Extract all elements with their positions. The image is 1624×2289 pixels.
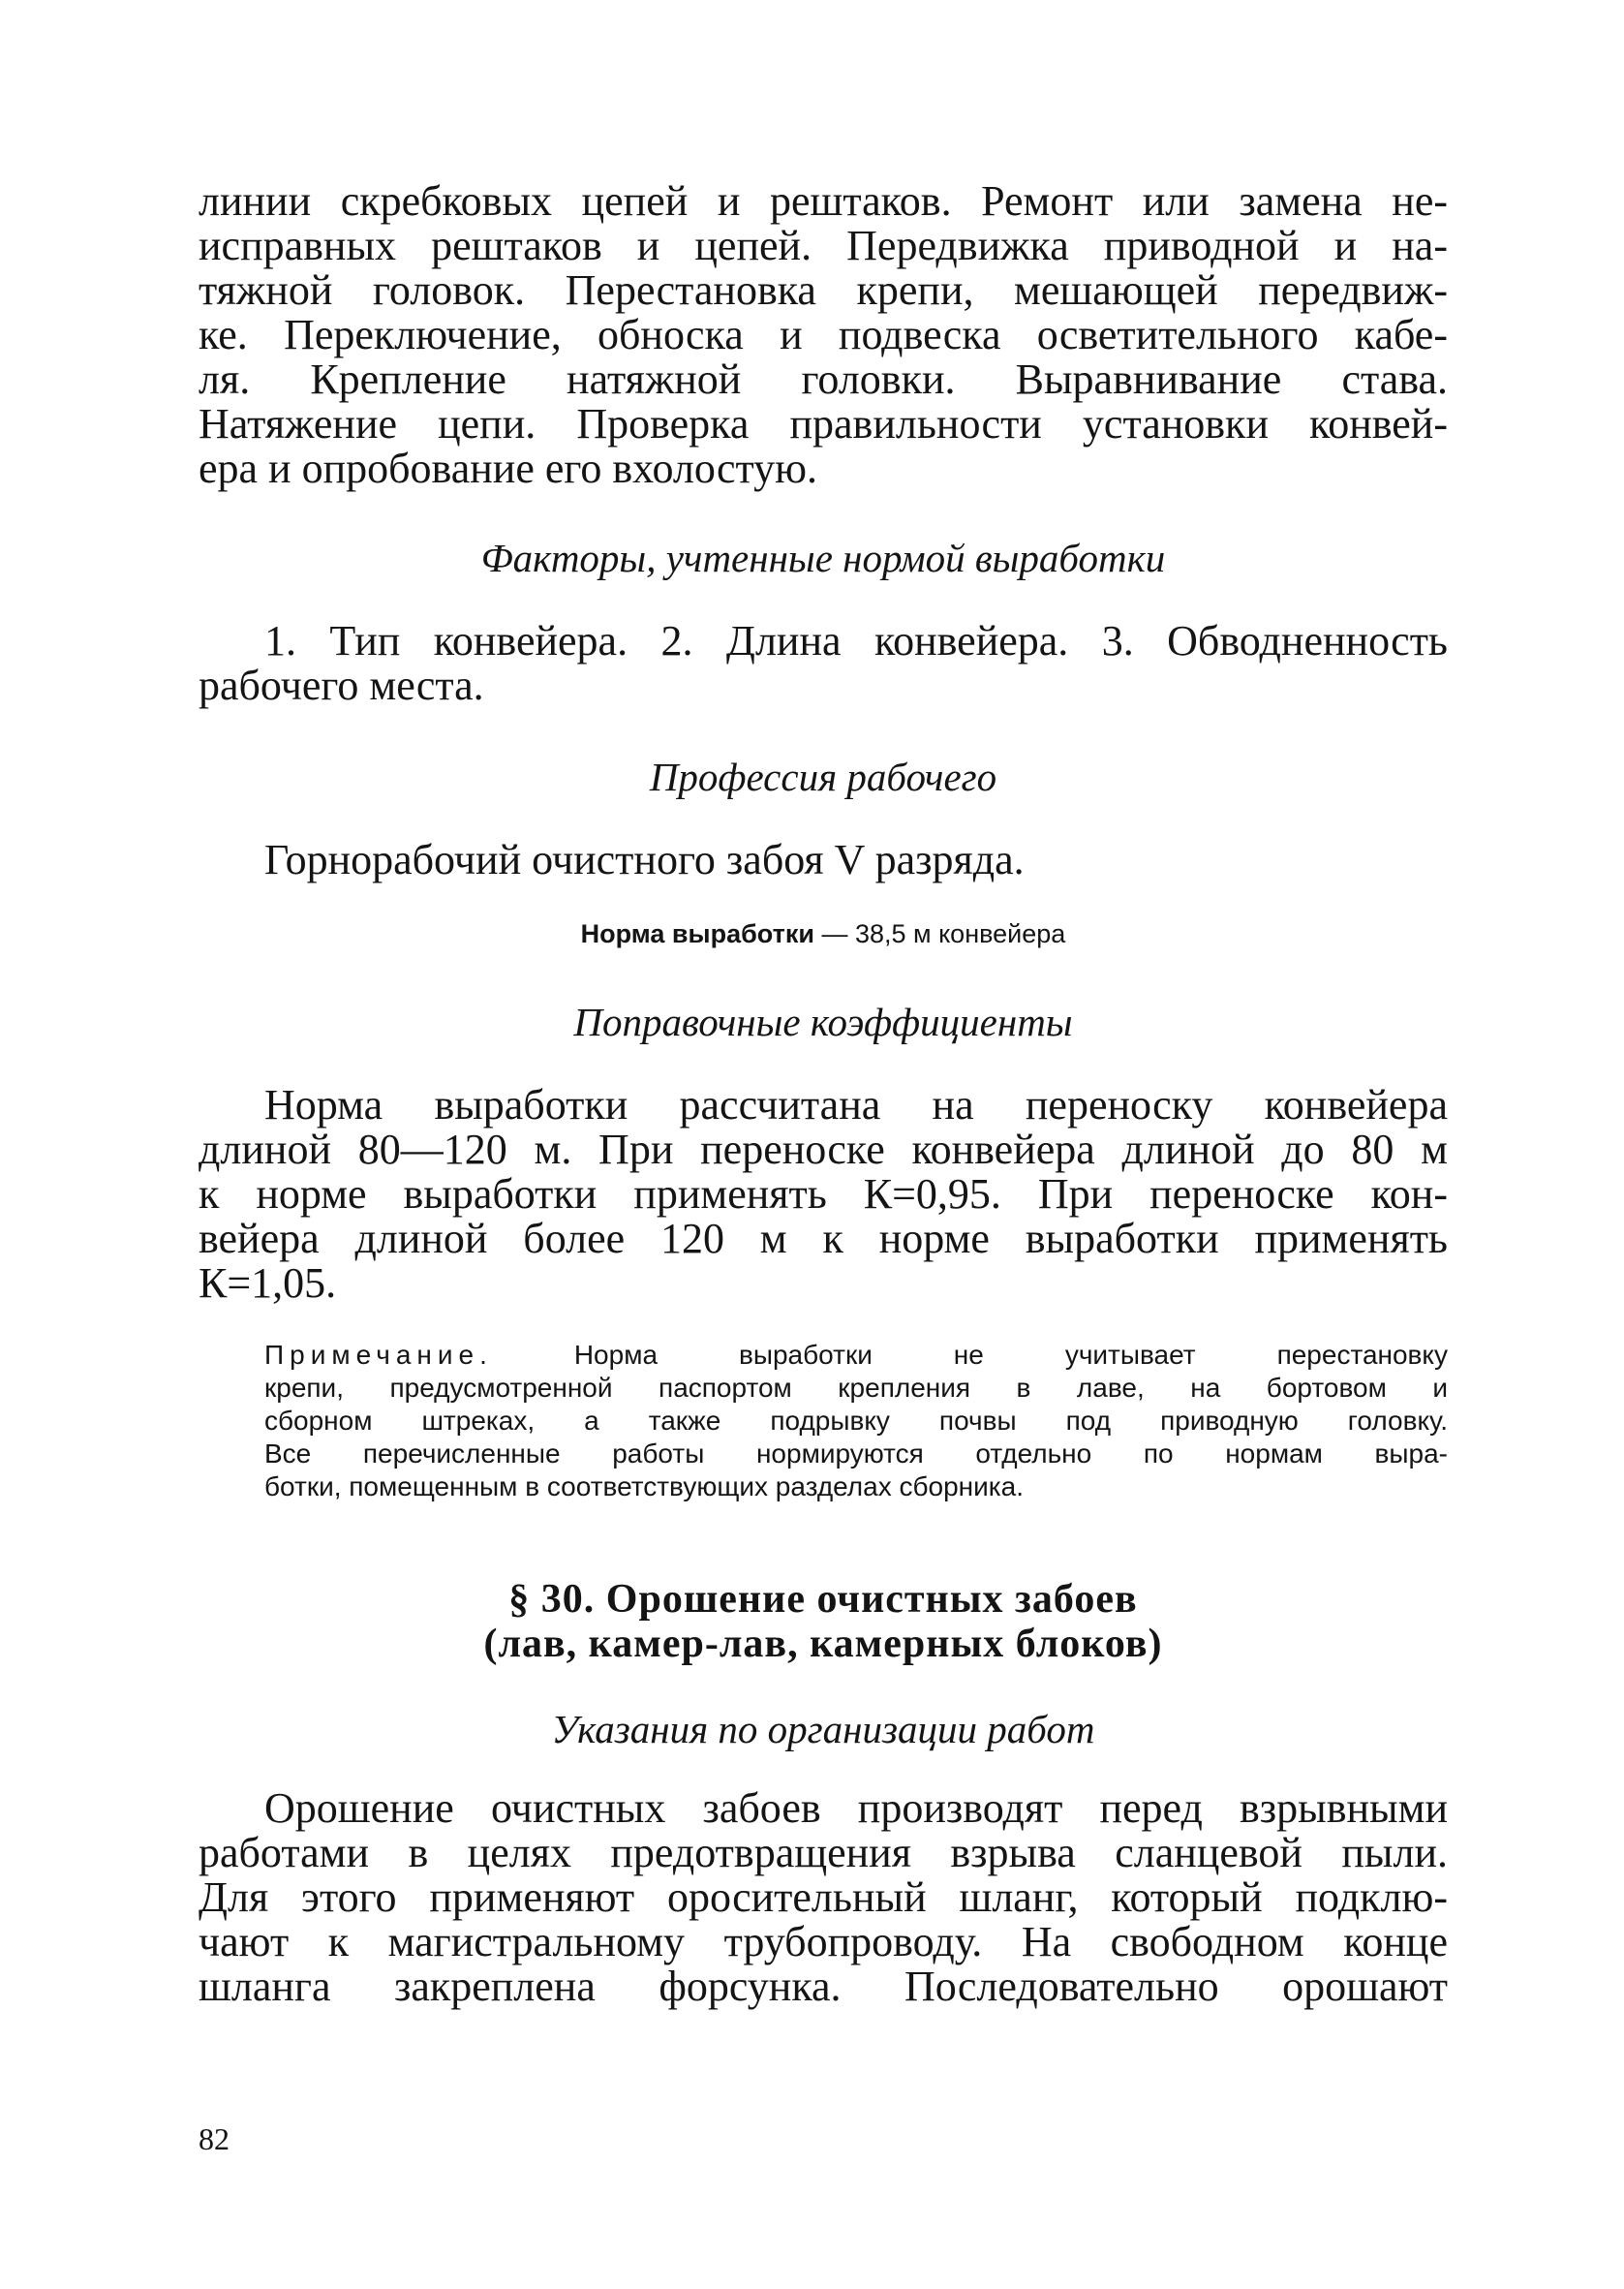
note-first-line (199, 1339, 1448, 1372)
section-paragraph (199, 1786, 1448, 2009)
text-line: ера и опробование его вхолостую. (199, 445, 817, 492)
section-title (199, 1577, 1448, 1666)
page-number: 82 (199, 2121, 230, 2156)
section-title-line: (лав, камер-лав, камерных блоков) (483, 1622, 1163, 1666)
note-paragraph (199, 1339, 1448, 1503)
text-line: чают к магистральному трубопроводу. На свободном конце (199, 1918, 1448, 1965)
note-label: Примечание. (264, 1340, 493, 1370)
text-line: К=1,05. (199, 1259, 337, 1307)
section-title-line: § 30. Орошение очистных забоев (508, 1577, 1138, 1622)
text-line: работами в целях предотвращения взрыва сланцевой пыли. (199, 1829, 1448, 1876)
text-line: 1. Тип конвейера. 2. Длина конвейера. 3. Обводненность (264, 617, 1448, 665)
text-line: ке. Переключение, обноска и подвеска осветительного кабе- (199, 311, 1448, 358)
page-body (199, 179, 1448, 2009)
profession-heading: Профессия рабочего (649, 755, 997, 799)
note-text: Норма выработки не учитывает перестановку (492, 1340, 1448, 1370)
norm-line (199, 919, 1448, 949)
corrections-paragraph (199, 1083, 1448, 1306)
note-line: ботки, помещенным в соответствующих разделах сборника. (264, 1471, 1024, 1501)
text-line: шланга закреплена форсунка. Последовательно орошают (199, 1963, 1448, 2010)
corrections-heading: Поправочные коэффициенты (573, 1000, 1073, 1044)
factors-paragraph (199, 619, 1448, 708)
text-line: длиной 80—120 м. При переноске конвейера длиной до 80 м (199, 1126, 1448, 1173)
text-line: рабочего места. (199, 662, 484, 709)
text-line: линии скребковых цепей и рештаков. Ремонт или замена не- (199, 177, 1448, 225)
note-line: Все перечисленные работы нормируются отдельно по нормам выра- (264, 1438, 1448, 1469)
text-line: к норме выработки применять К=0,95. При переноске кон- (199, 1170, 1448, 1218)
profession-text (199, 838, 1448, 882)
text-line: вейера длиной более 120 м к норме выработки применять (199, 1215, 1448, 1262)
text-line: тяжной головок. Перестановка крепи, мешающей передвиж- (199, 266, 1448, 314)
text-line: Натяжение цепи. Проверка правильности установки конвей- (199, 400, 1448, 448)
text-line: Для этого применяют оросительный шланг, который подклю- (199, 1873, 1448, 1921)
factors-heading: Факторы, учтенные нормой выработки (480, 536, 1166, 580)
note-line: сборном штреках, а также подрывку почвы под приводную головку. (264, 1406, 1448, 1436)
text-line: Орошение очистных забоев производят перед взрывными (264, 1784, 1448, 1832)
section-subheading: Указания по организации работ (551, 1707, 1095, 1751)
top-paragraph (199, 179, 1448, 491)
text-line: ля. Крепление натяжной головки. Выравнивание става. (199, 356, 1448, 403)
note-line: крепи, предусмотренной паспортом крепления в лаве, на бортовом и (264, 1373, 1448, 1403)
text-line: Горнорабочий очистного забоя V разряда. (264, 836, 1025, 883)
text-line: исправных рештаков и цепей. Передвижка приводной и на- (199, 222, 1448, 269)
norm-label: Норма выработки (580, 919, 814, 948)
norm-value: — 38,5 м конвейера (821, 919, 1066, 948)
text-line: Норма выработки рассчитана на переноску конвейера (264, 1081, 1448, 1129)
